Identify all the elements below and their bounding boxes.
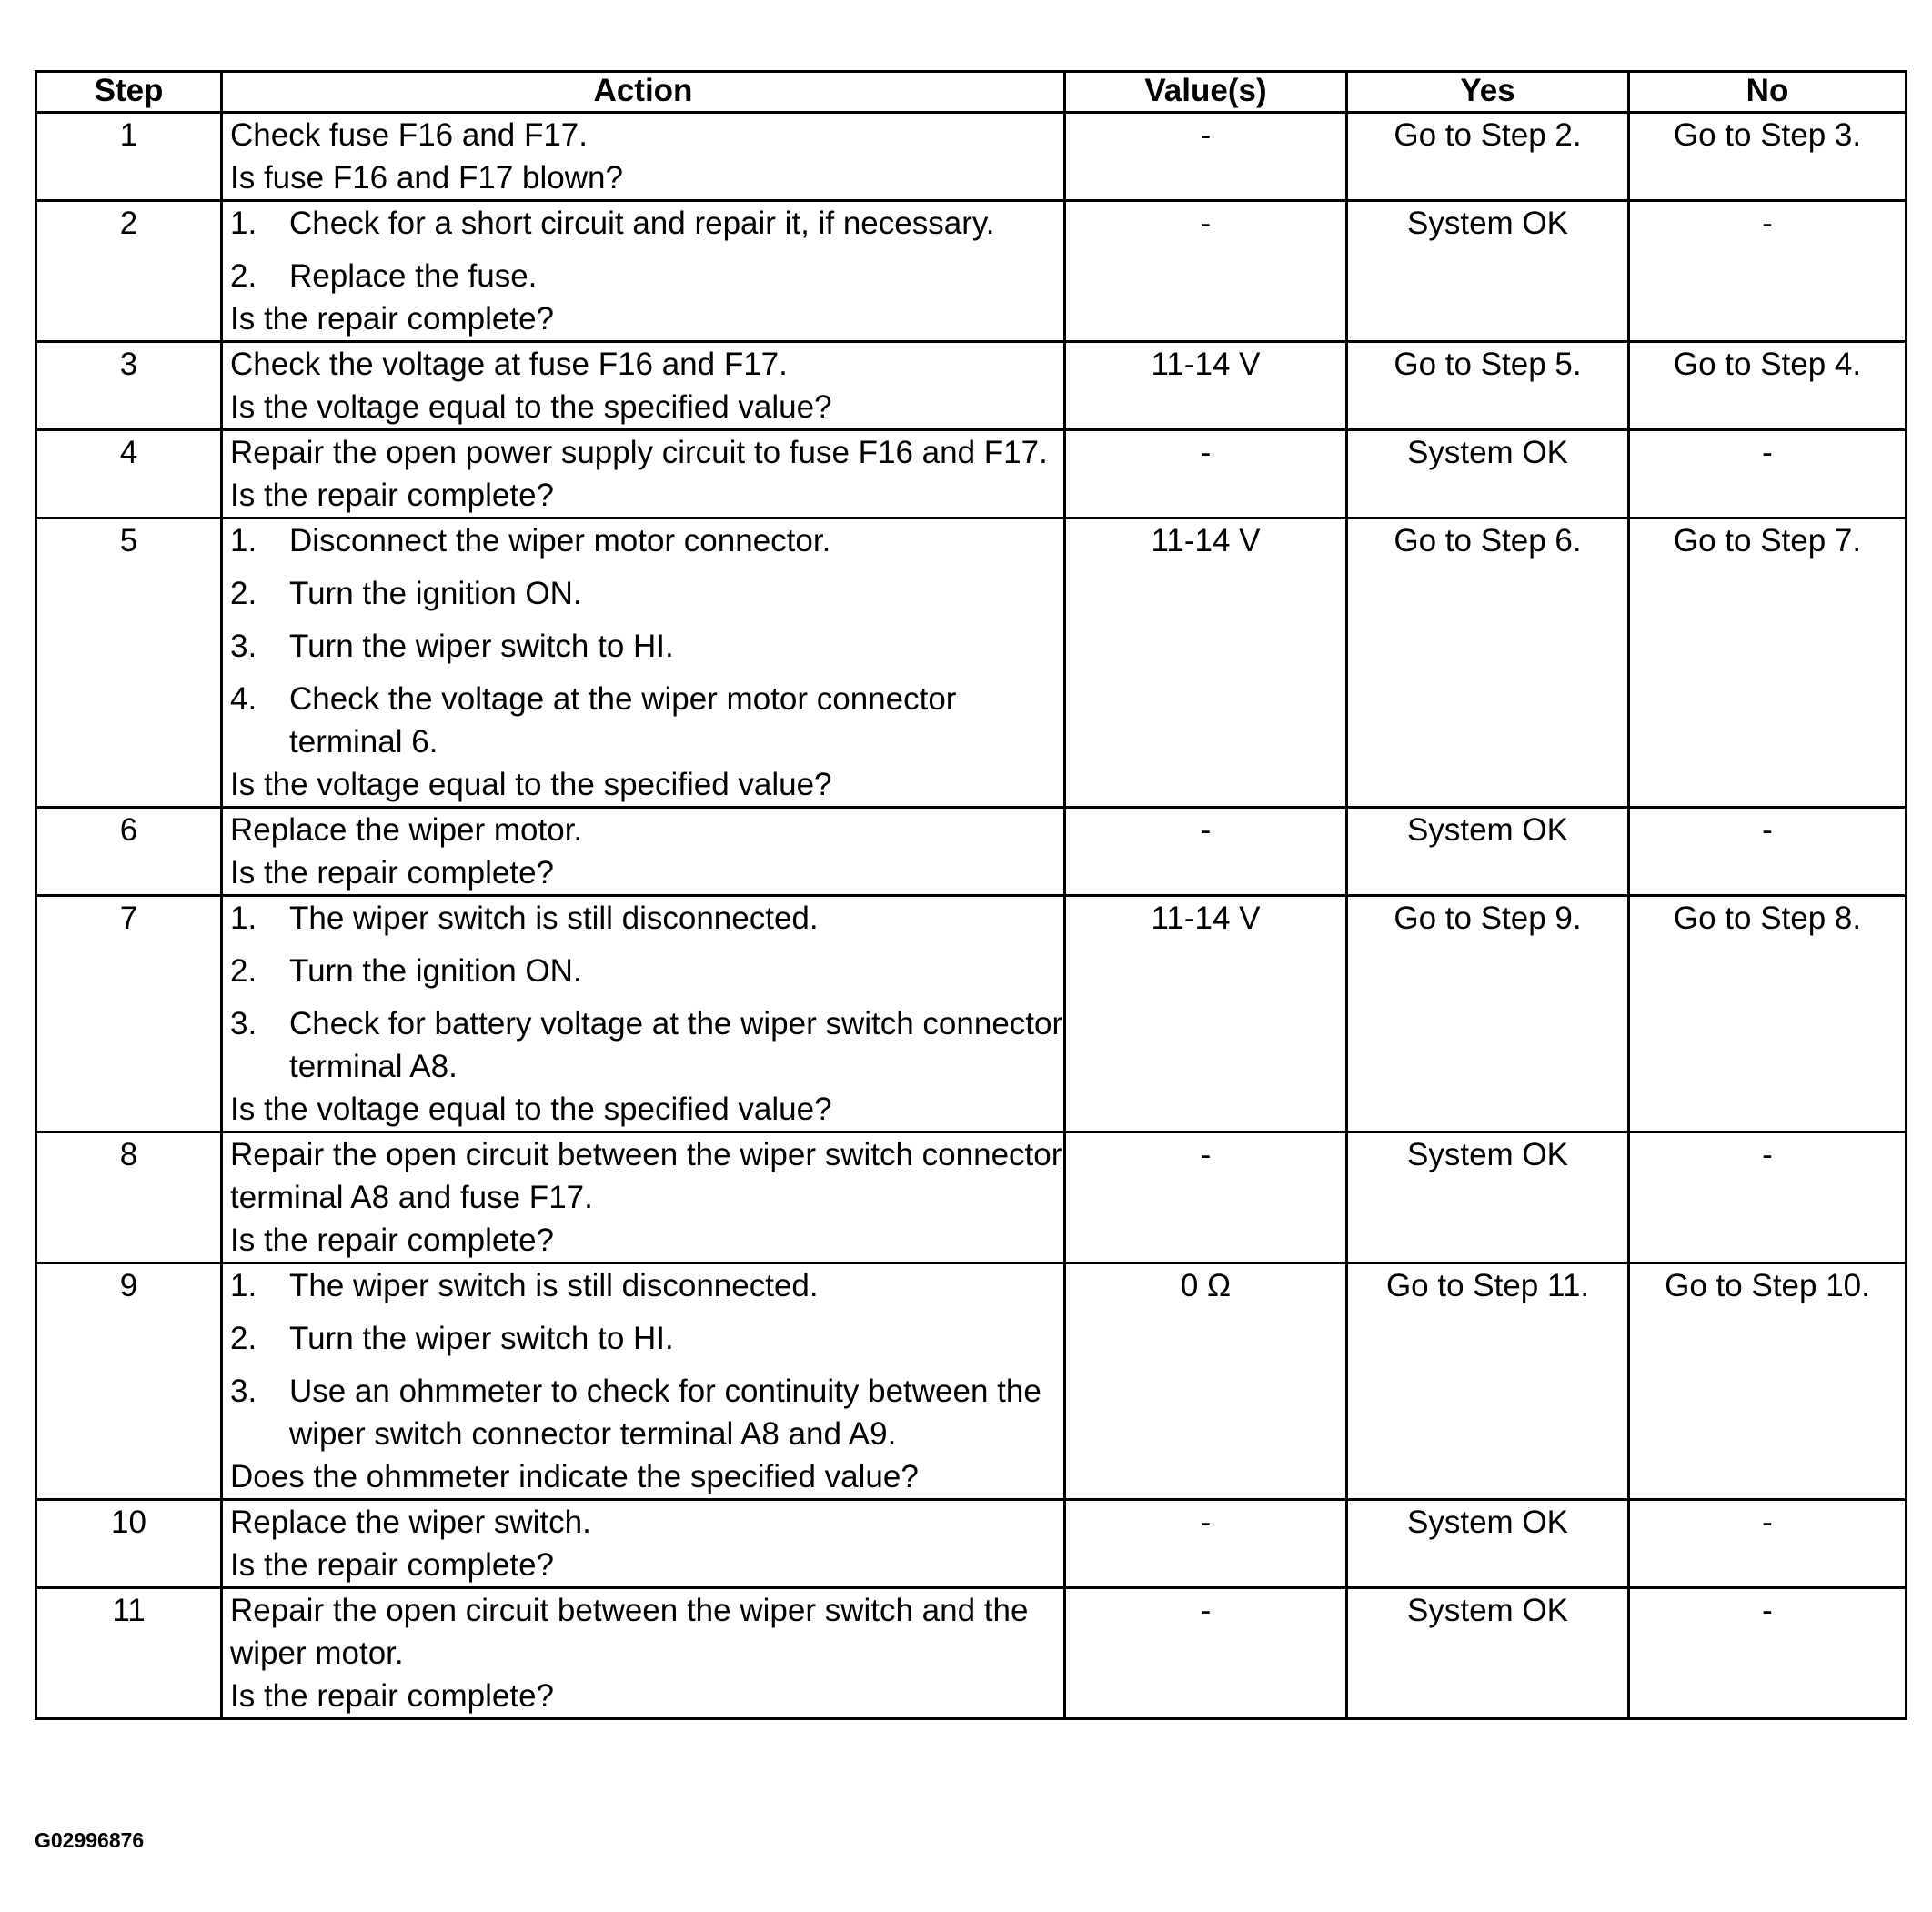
action-list-item bbox=[230, 1002, 1063, 1088]
action-line: Is the voltage equal to the specified value? bbox=[230, 767, 832, 802]
value-cell: 11-14 V bbox=[1065, 342, 1347, 430]
table-row bbox=[36, 518, 1907, 808]
action-line: Replace the wiper switch. bbox=[230, 1504, 591, 1540]
yes-cell: System OK bbox=[1347, 430, 1629, 518]
step-number: 7 bbox=[36, 896, 222, 1132]
action-item-number: 2. bbox=[230, 576, 257, 611]
header-action: Action bbox=[222, 72, 1065, 113]
value-cell: 11-14 V bbox=[1065, 518, 1347, 808]
diagnostic-table bbox=[35, 70, 1907, 1720]
action-item-text: Turn the ignition ON. bbox=[289, 953, 582, 989]
action-line: Is the voltage equal to the specified value? bbox=[230, 389, 832, 425]
yes-cell: Go to Step 9. bbox=[1347, 896, 1629, 1132]
action-line: Is the repair complete? bbox=[230, 855, 555, 891]
step-number: 10 bbox=[36, 1500, 222, 1588]
table-row bbox=[36, 1132, 1907, 1263]
table-row bbox=[36, 1588, 1907, 1719]
table-row bbox=[36, 113, 1907, 201]
yes-cell: Go to Step 2. bbox=[1347, 113, 1629, 201]
header-step: Step bbox=[36, 72, 222, 113]
action-item-number: 2. bbox=[230, 1321, 257, 1356]
action-item-text: Disconnect the wiper motor connector. bbox=[289, 523, 831, 559]
action-list-item bbox=[230, 255, 1063, 297]
table-row bbox=[36, 430, 1907, 518]
no-cell: Go to Step 8. bbox=[1629, 896, 1907, 1132]
no-cell: - bbox=[1629, 1588, 1907, 1719]
step-number: 9 bbox=[36, 1263, 222, 1500]
yes-cell: System OK bbox=[1347, 1132, 1629, 1263]
table-row bbox=[36, 201, 1907, 342]
step-number: 2 bbox=[36, 201, 222, 342]
table-body bbox=[36, 113, 1907, 1719]
yes-cell: System OK bbox=[1347, 1588, 1629, 1719]
step-number: 5 bbox=[36, 518, 222, 808]
action-cell bbox=[222, 1132, 1065, 1263]
action-list-item bbox=[230, 1317, 1063, 1360]
action-item-text: The wiper switch is still disconnected. bbox=[289, 1268, 819, 1303]
no-cell: Go to Step 7. bbox=[1629, 518, 1907, 808]
action-list-item bbox=[230, 678, 1063, 763]
header-no: No bbox=[1629, 72, 1907, 113]
step-number: 6 bbox=[36, 808, 222, 896]
action-item-text: The wiper switch is still disconnected. bbox=[289, 901, 819, 936]
action-line: Is the repair complete? bbox=[230, 1678, 555, 1714]
action-item-text: Check the voltage at the wiper motor connector terminal 6. bbox=[289, 681, 957, 760]
action-list-item bbox=[230, 950, 1063, 992]
no-cell: - bbox=[1629, 430, 1907, 518]
value-cell: 11-14 V bbox=[1065, 896, 1347, 1132]
step-number: 3 bbox=[36, 342, 222, 430]
value-cell: - bbox=[1065, 808, 1347, 896]
action-item-number: 1. bbox=[230, 1268, 257, 1303]
action-line: Is the voltage equal to the specified value? bbox=[230, 1092, 832, 1127]
value-cell: - bbox=[1065, 1588, 1347, 1719]
action-list-item bbox=[230, 625, 1063, 668]
action-cell bbox=[222, 518, 1065, 808]
action-item-number: 1. bbox=[230, 523, 257, 559]
yes-cell: System OK bbox=[1347, 201, 1629, 342]
no-cell: Go to Step 4. bbox=[1629, 342, 1907, 430]
action-line: Check fuse F16 and F17. bbox=[230, 117, 588, 153]
step-number: 4 bbox=[36, 430, 222, 518]
table-header bbox=[36, 72, 1907, 113]
action-cell bbox=[222, 1500, 1065, 1588]
action-cell bbox=[222, 1588, 1065, 1719]
action-cell bbox=[222, 201, 1065, 342]
action-item-number: 2. bbox=[230, 258, 257, 294]
value-cell: - bbox=[1065, 1500, 1347, 1588]
yes-cell: Go to Step 11. bbox=[1347, 1263, 1629, 1500]
action-line: Is the repair complete? bbox=[230, 1223, 555, 1258]
table-row bbox=[36, 1500, 1907, 1588]
action-line: Check the voltage at fuse F16 and F17. bbox=[230, 347, 788, 382]
step-number: 1 bbox=[36, 113, 222, 201]
action-list-item bbox=[230, 202, 1063, 245]
action-cell bbox=[222, 1263, 1065, 1500]
no-cell: - bbox=[1629, 1500, 1907, 1588]
action-list-item bbox=[230, 572, 1063, 615]
table-row bbox=[36, 342, 1907, 430]
figure-id: G02996876 bbox=[35, 1828, 145, 1852]
no-cell: - bbox=[1629, 1132, 1907, 1263]
action-item-number: 3. bbox=[230, 1374, 257, 1409]
action-item-text: Use an ohmmeter to check for continuity between the wiper switch connector terminal A8 and A9. bbox=[289, 1374, 1041, 1452]
no-cell: - bbox=[1629, 808, 1907, 896]
value-cell: - bbox=[1065, 1132, 1347, 1263]
value-cell: - bbox=[1065, 113, 1347, 201]
action-list-item bbox=[230, 897, 1063, 940]
action-cell bbox=[222, 342, 1065, 430]
action-line: Is the repair complete? bbox=[230, 478, 555, 513]
action-list-item bbox=[230, 519, 1063, 562]
action-item-text: Check for a short circuit and repair it, if necessary. bbox=[289, 206, 995, 241]
value-cell: - bbox=[1065, 201, 1347, 342]
action-cell bbox=[222, 896, 1065, 1132]
no-cell: Go to Step 10. bbox=[1629, 1263, 1907, 1500]
action-line: Is the repair complete? bbox=[230, 301, 555, 337]
table-row bbox=[36, 896, 1907, 1132]
action-item-number: 1. bbox=[230, 901, 257, 936]
header-values: Value(s) bbox=[1065, 72, 1347, 113]
action-item-number: 3. bbox=[230, 1006, 257, 1042]
table-row bbox=[36, 808, 1907, 896]
action-item-number: 3. bbox=[230, 629, 257, 664]
yes-cell: Go to Step 6. bbox=[1347, 518, 1629, 808]
action-cell bbox=[222, 430, 1065, 518]
action-line: Replace the wiper motor. bbox=[230, 812, 583, 848]
action-list-item bbox=[230, 1370, 1063, 1455]
action-line: Repair the open circuit between the wiper switch and the wiper motor. bbox=[230, 1593, 1029, 1671]
step-number: 11 bbox=[36, 1588, 222, 1719]
yes-cell: Go to Step 5. bbox=[1347, 342, 1629, 430]
action-item-text: Turn the wiper switch to HI. bbox=[289, 1321, 674, 1356]
action-item-text: Check for battery voltage at the wiper switch connector terminal A8. bbox=[289, 1006, 1063, 1084]
value-cell: - bbox=[1065, 430, 1347, 518]
action-item-text: Replace the fuse. bbox=[289, 258, 538, 294]
action-cell bbox=[222, 808, 1065, 896]
action-item-number: 4. bbox=[230, 681, 257, 717]
table-header-row bbox=[36, 72, 1907, 113]
action-list-item bbox=[230, 1264, 1063, 1307]
value-cell: 0 Ω bbox=[1065, 1263, 1347, 1500]
action-line: Is the repair complete? bbox=[230, 1547, 555, 1583]
action-item-number: 2. bbox=[230, 953, 257, 989]
yes-cell: System OK bbox=[1347, 1500, 1629, 1588]
action-cell bbox=[222, 113, 1065, 201]
step-number: 8 bbox=[36, 1132, 222, 1263]
action-line: Is fuse F16 and F17 blown? bbox=[230, 160, 623, 196]
action-item-text: Turn the ignition ON. bbox=[289, 576, 582, 611]
action-line: Does the ohmmeter indicate the specified value? bbox=[230, 1459, 919, 1494]
yes-cell: System OK bbox=[1347, 808, 1629, 896]
action-item-number: 1. bbox=[230, 206, 257, 241]
action-line: Repair the open circuit between the wiper switch connector terminal A8 and fuse F17. bbox=[230, 1137, 1062, 1215]
no-cell: Go to Step 3. bbox=[1629, 113, 1907, 201]
action-item-text: Turn the wiper switch to HI. bbox=[289, 629, 674, 664]
action-line: Repair the open power supply circuit to fuse F16 and F17. bbox=[230, 435, 1048, 470]
no-cell: - bbox=[1629, 201, 1907, 342]
table-row bbox=[36, 1263, 1907, 1500]
header-yes: Yes bbox=[1347, 72, 1629, 113]
